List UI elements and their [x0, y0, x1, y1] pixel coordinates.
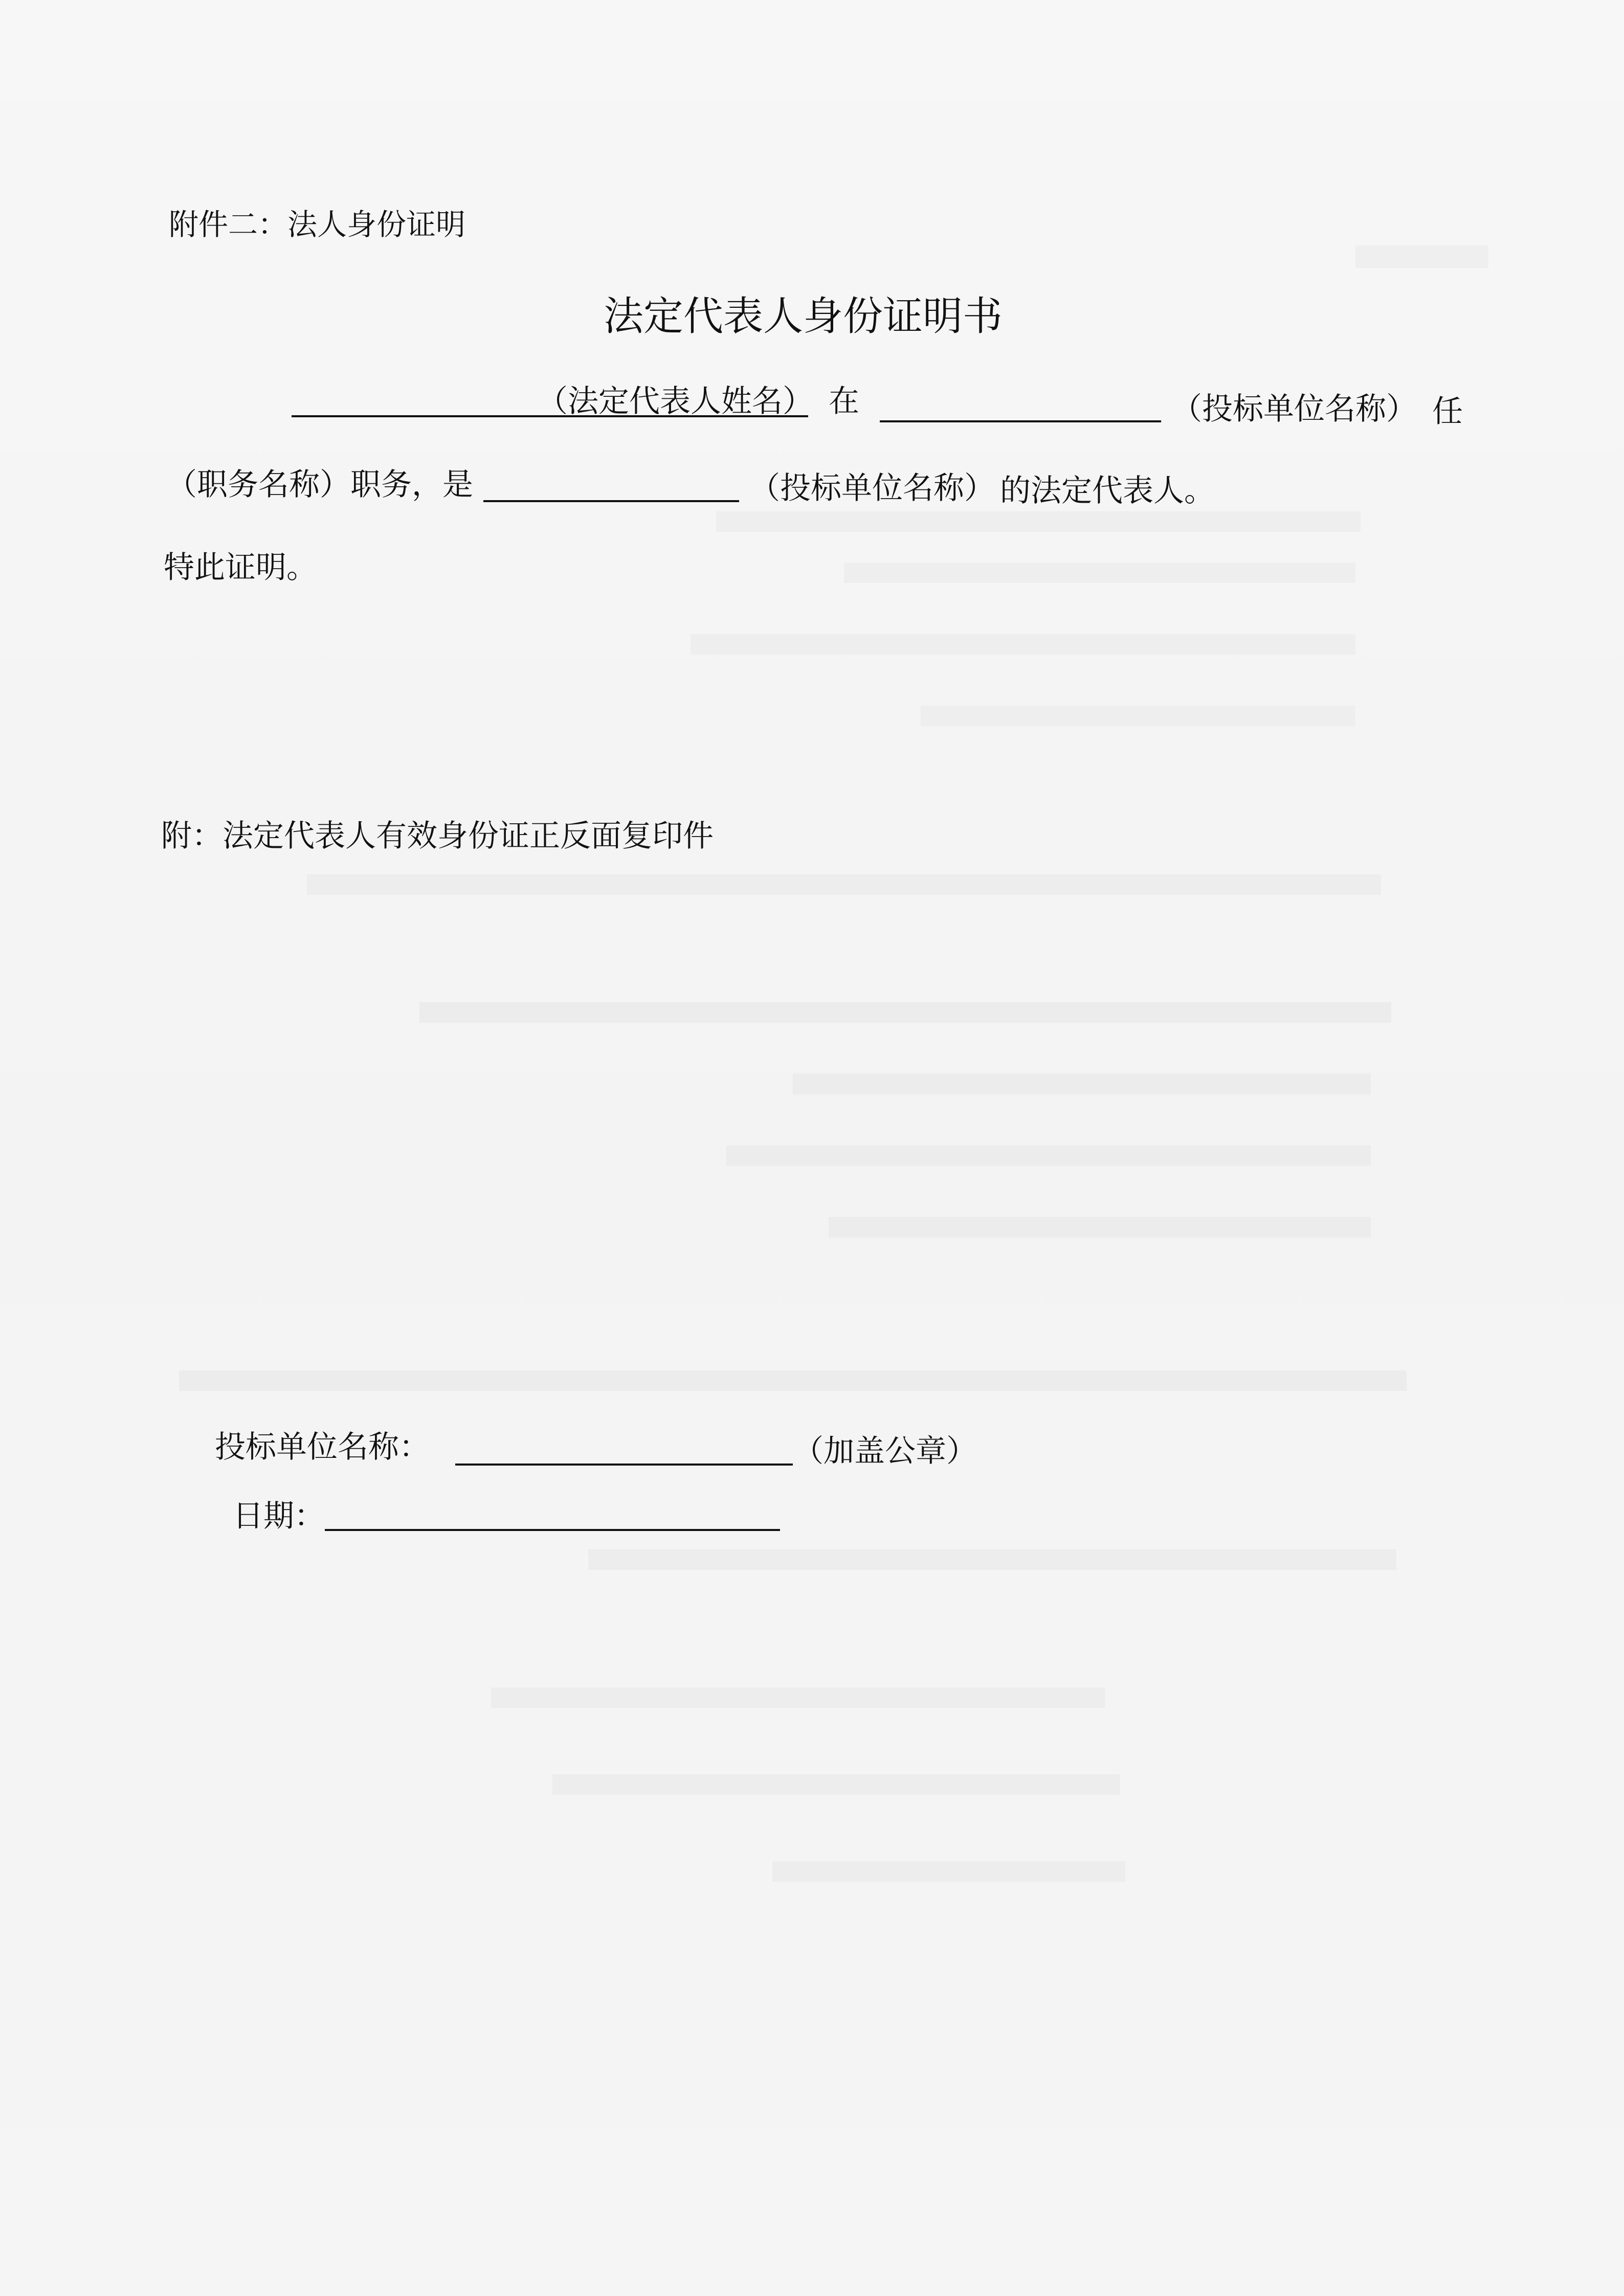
- employer-unit-blank[interactable]: [880, 420, 1161, 422]
- line1-tail-text: 任: [1432, 394, 1463, 430]
- line2-tail-text: 的法定代表人。: [1000, 473, 1215, 509]
- bidder-unit-blank[interactable]: [483, 500, 739, 502]
- seal-hint: （加盖公章）: [793, 1433, 977, 1469]
- line1-at-text: 在: [829, 384, 859, 419]
- legal-rep-name-hint: （法定代表人姓名）: [537, 384, 813, 419]
- legal-rep-name-blank[interactable]: [292, 415, 537, 417]
- date-blank[interactable]: [325, 1529, 780, 1531]
- unit-name-label: 投标单位名称：: [215, 1429, 430, 1465]
- annex-note: 附：法定代表人有效身份证正反面复印件: [161, 818, 714, 854]
- attachment-label: 附件二：法人身份证明: [169, 207, 466, 242]
- legal-rep-name-underline: [537, 415, 808, 417]
- date-label: 日期：: [233, 1498, 325, 1534]
- employer-unit-hint: （投标单位名称）: [1171, 391, 1417, 427]
- certification-text: 特此证明。: [164, 550, 317, 586]
- unit-name-blank[interactable]: [455, 1464, 793, 1466]
- page-title: 法定代表人身份证明书: [604, 294, 1003, 340]
- bidder-unit-hint: （投标单位名称）: [749, 470, 995, 506]
- position-text: （职务名称）职务，是: [166, 467, 473, 503]
